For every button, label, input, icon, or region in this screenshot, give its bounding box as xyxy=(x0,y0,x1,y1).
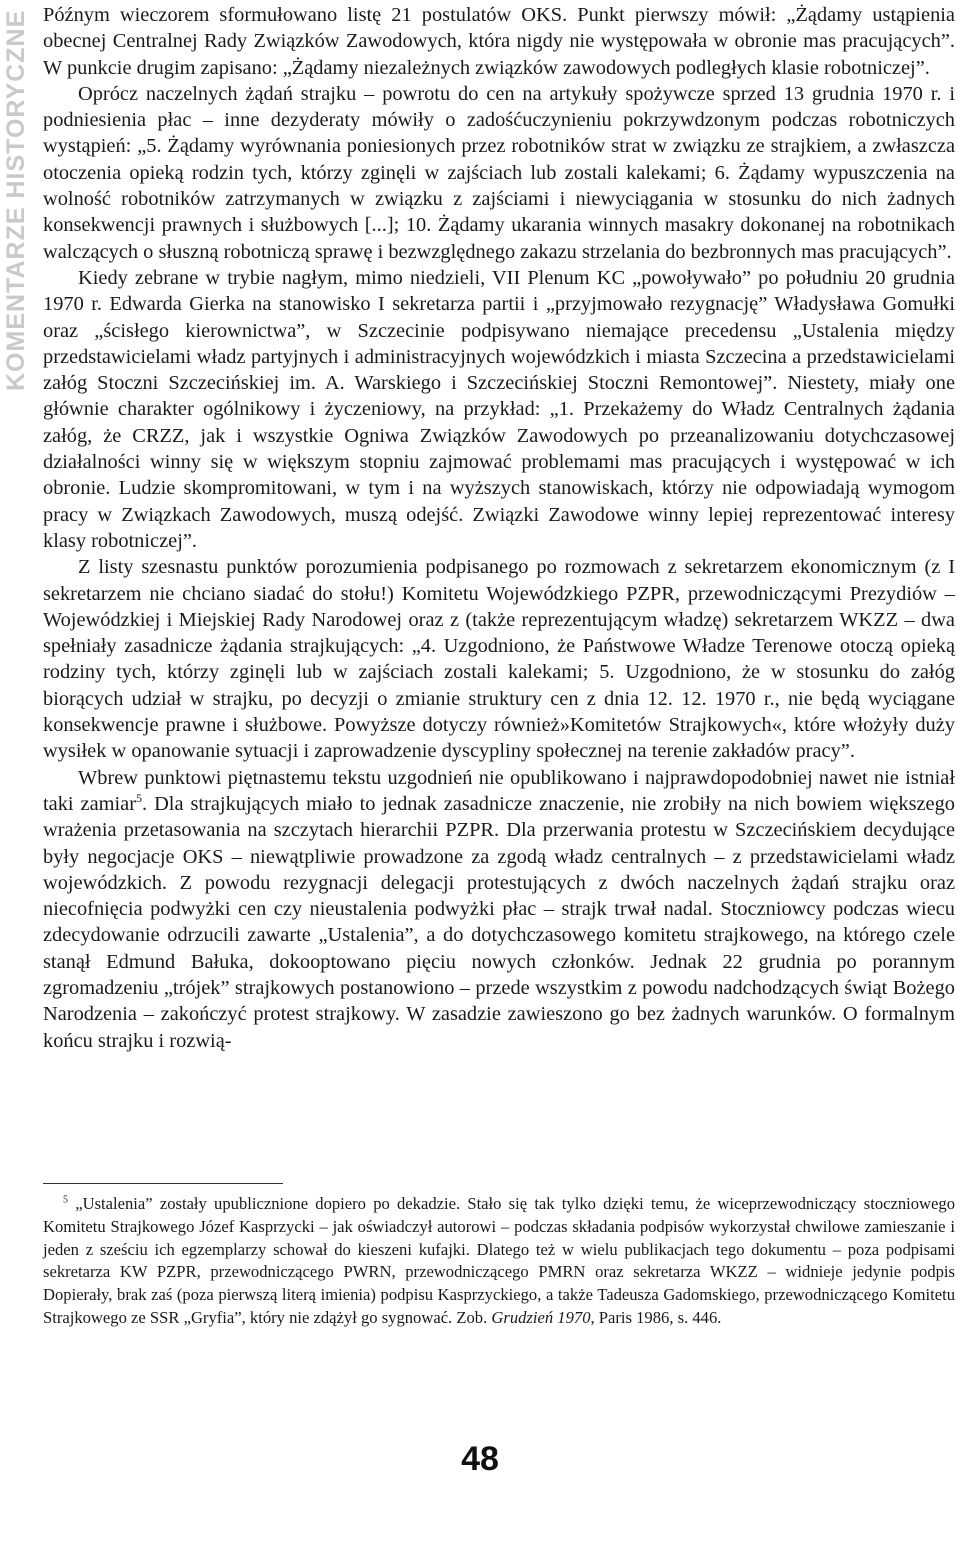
paragraph: Z listy szesnastu punktów porozumienia podpisanego po rozmowach z sekretarzem ekonomicznym (z I sekretarzem nie chciano siadać do stołu!) Komitetu Wojewódzkiego PZPR, przewodniczącymi Prezydiów – Wojewódzkiej i Miejskiej Rady Narodowej oraz z (także reprezentującym władzę) sekretarzem WKZZ – dwa spełniały zasadnicze żądania strajkujących: „4. Uzgodniono, że Państwowe Władze Terenowe otoczą opieką rodziny tych, którzy zginęli lub w zajściach zostali kalekami; 5. Uzgodniono, że w stosunku do załóg biorących udział w strajku, po decyzji o zmianie struktury cen z dnia 12. 12. 1970 r., nie będą wyciągane konsekwencje prawne i służbowe. Powyższe dotyczy również»Komitetów Strajkowych«, które włożyły duży wysiłek w opanowanie sytuacji i zaprowadzenie dyscypliny społecznej na terenie zakładów pracy”. xyxy=(43,556,955,763)
paragraph: Oprócz naczelnych żądań strajku – powrotu do cen na artykuły spożywcze sprzed 13 grudnia 1970 r. i podniesienia płac – inne dezyderaty mówiły o zadośćuczynieniu pokrzywdzonym podczas robotniczych wystąpień: „5. Żądamy wyrównania poniesionych przez robotników strat w związku ze strajkiem, a zwłaszcza otoczenia opieką rodzin tych, którzy zginęli w zajściach lub zostali kalekami; 6. Żądamy wypuszczenia na wolność robotników zatrzymanych w związku z zajściami i niewyciągania w stosunku do nich żadnych konsekwencji prawnych i służbowych [...]; 10. Żądamy ukarania winnych masakry dokonanej na robotnikach walczących o słuszną robotniczą sprawę i bezwzględnego zakazu strzelania do bezbronnych mas pracujących”. xyxy=(43,82,955,263)
section-side-label: KOMENTARZE HISTORYCZNE xyxy=(2,10,30,392)
footnote-text: „Ustalenia” zostały upublicznione dopiero po dekadzie. Stało się tak tylko dzięki temu, że wiceprzewodniczący stoczniowego Komitetu Strajkowego Józef Kasprzycki – jak oświadczył autorowi – podczas składania podpisów wykorzystał chwilowe zamieszanie i jeden z sześciu ich egzemplarzy schował do kieszeni kufajki. Dlatego też w wielu publikacjach tego dokumentu – poza podpisami sekretarza KW PZPR, przewodniczącego PWRN, przewodniczącego PMRN oraz sekretarza WKZZ – widnieje jedynie podpis Dopierały, brak zaś (poza pierwszą literą imienia) podpisu Kasprzyckiego, a także Tadeusza Gadomskiego, przewodniczącego Komitetu Strajkowego ze SSR „Gryfia”, który nie zdążył go sygnować. Zob. xyxy=(43,1194,955,1327)
paragraph: Kiedy zebrane w trybie nagłym, mimo niedzieli, VII Plenum KC „powoływało” po południu 20 grudnia 1970 r. Edwarda Gierka na stanowisko I sekretarza partii i „przyjmowało rezygnację” Władysława Gomułki oraz „ścisłego kierownictwa”, w Szczecinie podpisywano niemające precedensu „Ustalenia między przedstawicielami władz partyjnych i administracyjnych wojewódzkich i miasta Szczecina a przedstawicielami załóg Stoczni Szczecińskiej im. A. Warskiego i Szczecińskiej Stoczni Remontowej”. Niestety, miały one głównie charakter ogólnikowy i życzeniowy, na przykład: „1. Przekażemy do Władz Centralnych żądania załóg, że CRZZ, jak i wszystkie Ogniwa Związków Zawodowych po przeanalizowaniu dotychczasowej działalności winny się w większym stopniu zajmować problemami mas pracujących i występować w ich obronie. Ludzie skompromitowani, w tym i na wyższych stanowiskach, którzy nie odpowiadają wymogom pracy w Związkach Zawodowych, muszą odejść. Związki Zawodowe winny lepiej reprezentować interesy klasy robotniczej”. xyxy=(43,266,955,552)
paragraph-text: Wbrew punktowi piętnastemu tekstu uzgodnień nie opublikowano i najprawdopodobniej nawet nie istniał taki zamiar xyxy=(43,766,955,815)
footnote-reference[interactable]: 5 xyxy=(136,791,143,806)
paragraph xyxy=(43,765,955,1054)
footnote-tail: , Paris 1986, s. 446. xyxy=(590,1307,722,1327)
footnote xyxy=(43,1193,955,1330)
footnote-title: Grudzień 1970 xyxy=(491,1307,591,1327)
paragraph-text: . Dla strajkujących miało to jednak zasadnicze znaczenie, nie zrobiły na nich bowiem większego wrażenia przetasowania na szczytach hierarchii PZPR. Dla przerwania protestu w Szczecińskiem decydujące były negocjacje OKS – niewątpliwie prowadzone za zgodą władz centralnych – z przedstawicielami władz wojewódzkich. Z powodu rezygnacji delegacji protestujących z dwóch naczelnych żądań strajku oraz niecofnięcia podwyżki cen czy nieustalenia podwyżki płac – strajk trwał nadal. Stoczniowcy podczas wiecu zdecydowanie odrzucili zawarte „Ustalenia”, a do dotychczasowego komitetu strajkowego, na którego czele stanął Edmund Bałuka, dokooptowano pięciu nowych członków. Jednak 22 grudnia po porannym zgromadzeniu „trójek” strajkowych postanowiono – przede wszystkim z powodu nadchodzących świąt Bożego Narodzenia – zakończyć protest strajkowy. W zasadzie zawieszono go bez żadnych warunków. O formalnym końcu strajku i rozwią- xyxy=(43,792,956,1052)
footnote-number: 5 xyxy=(63,1194,68,1206)
page-number: 48 xyxy=(461,1440,499,1478)
article-body xyxy=(43,2,955,1054)
paragraph: Późnym wieczorem sformułowano listę 21 postulatów OKS. Punkt pierwszy mówił: „Żądamy ustąpienia obecnej Centralnej Rady Związków Zawodowych, która nigdy nie występowała w obronie mas pracujących”. W punkcie drugim zapisano: „Żądamy niezależnych związków zawodowych podległych klasie robotniczej”. xyxy=(43,4,955,79)
footnote-divider xyxy=(43,1183,283,1184)
